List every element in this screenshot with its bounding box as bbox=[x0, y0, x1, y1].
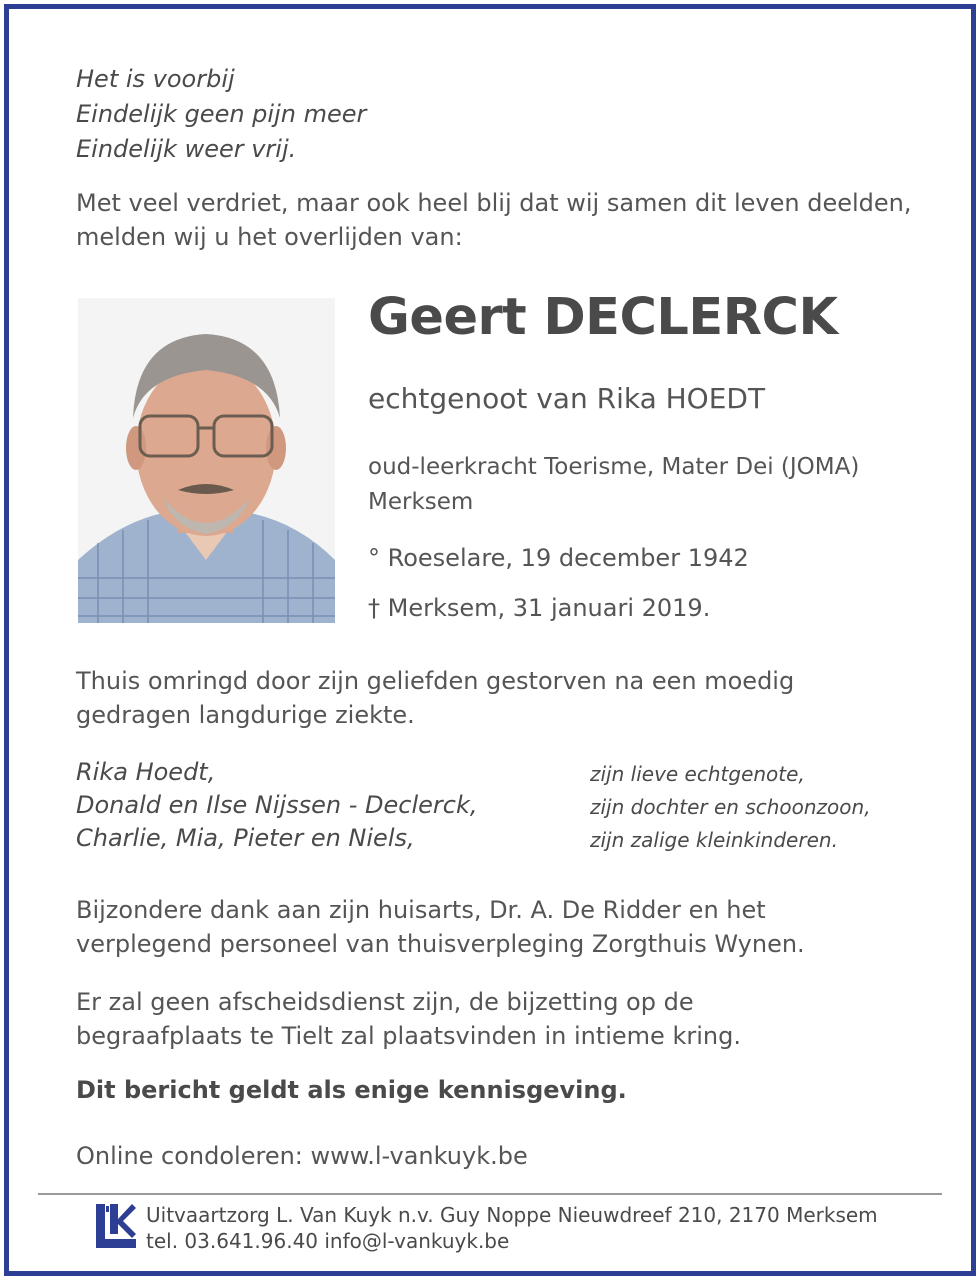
burial-paragraph bbox=[76, 985, 741, 1053]
relative-relation: zijn lieve echtgenote, bbox=[590, 762, 805, 786]
poem-line-3: Eindelijk weer vrij. bbox=[76, 135, 297, 163]
death-info: † Merksem, 31 januari 2019. bbox=[368, 594, 711, 622]
profession-line-1: oud-leerkracht Toerisme, Mater Dei (JOMA) bbox=[368, 454, 860, 480]
portrait-photo bbox=[78, 298, 335, 623]
funeral-home-logo bbox=[96, 1204, 136, 1248]
poem bbox=[76, 62, 366, 167]
poem-line-1: Het is voorbij bbox=[76, 65, 235, 93]
profession bbox=[368, 450, 859, 520]
paragraph2-line-1: Bijzondere dank aan zijn huisarts, Dr. A. De Ridder en het bbox=[76, 896, 766, 924]
relative-relation: zijn zalige kleinkinderen. bbox=[590, 828, 838, 852]
intro-line-2: melden wij u het overlijden van: bbox=[76, 223, 463, 251]
profession-line-2: Merksem bbox=[368, 489, 474, 515]
paragraph2-line-2: verplegend personeel van thuisverpleging Zorgthuis Wynen. bbox=[76, 930, 805, 958]
relative-name: Donald en Ilse Nijssen - Declerck, bbox=[76, 791, 478, 819]
spouse-line: echtgenoot van Rika HOEDT bbox=[368, 382, 766, 415]
thanks-paragraph bbox=[76, 893, 805, 961]
relative-relation: zijn dochter en schoonzoon, bbox=[590, 795, 871, 819]
paragraph3-line-2: begraafplaats te Tielt zal plaatsvinden in intieme kring. bbox=[76, 1022, 741, 1050]
paragraph1-line-2: gedragen langdurige ziekte. bbox=[76, 701, 415, 729]
footer-divider bbox=[38, 1193, 942, 1195]
online-condolence[interactable]: Online condoleren: www.l-vankuyk.be bbox=[76, 1142, 528, 1170]
notice-text: Dit bericht geldt als enige kennisgeving. bbox=[76, 1076, 627, 1104]
paragraph1-line-1: Thuis omringd door zijn geliefden gestorven na een moedig bbox=[76, 667, 795, 695]
footer-contact bbox=[146, 1202, 878, 1254]
deceased-name: Geert DECLERCK bbox=[368, 288, 838, 347]
footer-phone-email[interactable]: tel. 03.641.96.40 info@l-vankuyk.be bbox=[146, 1229, 510, 1253]
relative-name: Rika Hoedt, bbox=[76, 758, 216, 786]
poem-line-2: Eindelijk geen pijn meer bbox=[76, 100, 367, 128]
footer-address: Uitvaartzorg L. Van Kuyk n.v. Guy Noppe Nieuwdreef 210, 2170 Merksem bbox=[146, 1203, 878, 1227]
intro-text bbox=[76, 186, 911, 254]
death-circumstances bbox=[76, 664, 794, 732]
relative-name: Charlie, Mia, Pieter en Niels, bbox=[76, 824, 415, 852]
intro-line-1: Met veel verdriet, maar ook heel blij dat wij samen dit leven deelden, bbox=[76, 189, 912, 217]
paragraph3-line-1: Er zal geen afscheidsdienst zijn, de bijzetting op de bbox=[76, 988, 694, 1016]
birth-info: ° Roeselare, 19 december 1942 bbox=[368, 544, 749, 572]
